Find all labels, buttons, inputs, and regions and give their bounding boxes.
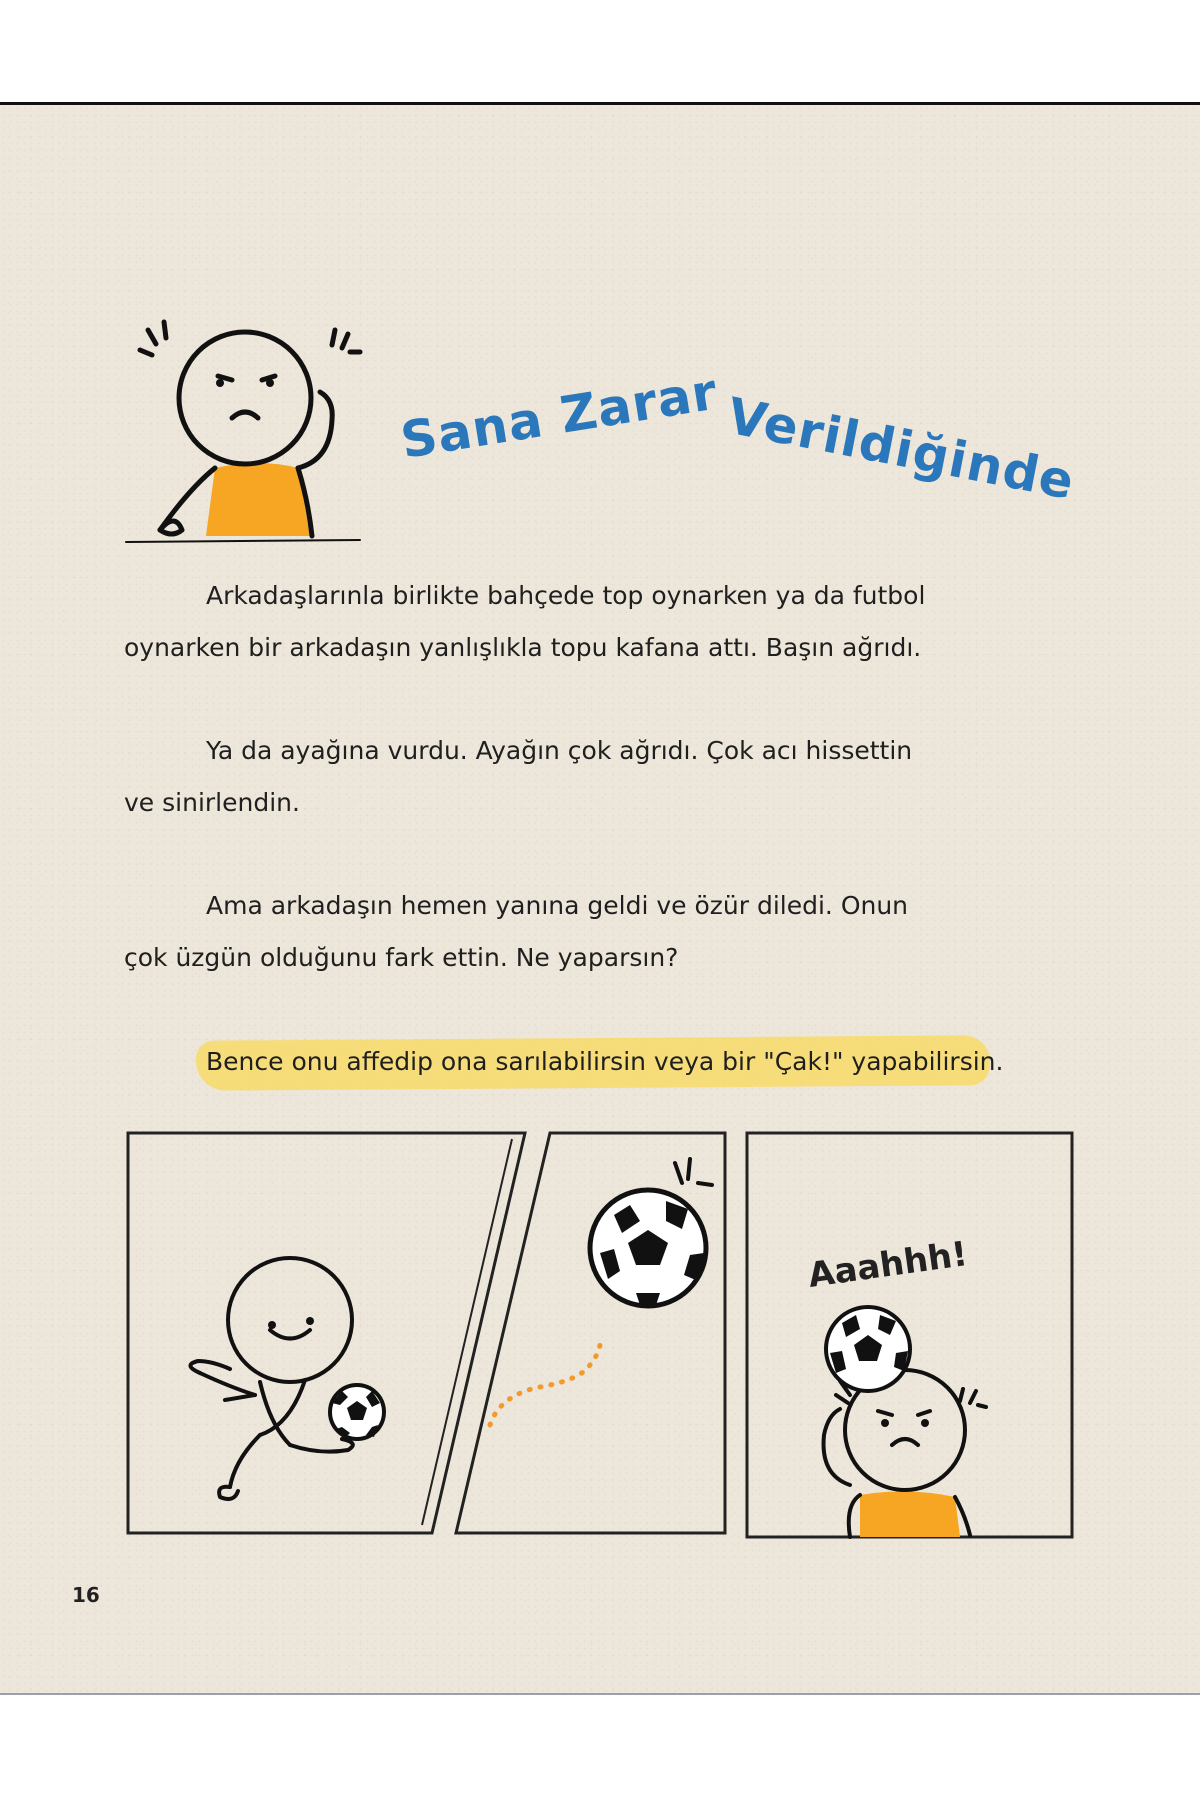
paragraph-line: Ama arkadaşın hemen yanına geldi ve özür diledi. Onun bbox=[206, 891, 909, 920]
highlighted-sentence: Bence onu affedip ona sarılabilirsin veya bir "Çak!" yapabilirsin. bbox=[206, 1047, 1004, 1076]
page-number: 16 bbox=[72, 1583, 100, 1607]
paragraph-line: çok üzgün olduğunu fark ettin. Ne yaparsın? bbox=[124, 943, 679, 972]
angry-character-icon bbox=[120, 300, 380, 560]
page-title bbox=[380, 350, 1080, 550]
paragraph-line: Arkadaşlarınla birlikte bahçede top oynarken ya da futbol bbox=[206, 581, 926, 610]
comic-strip bbox=[120, 1125, 1080, 1545]
paragraph-line: ve sinirlendin. bbox=[124, 788, 300, 817]
title-part-2: Verildiğinde bbox=[722, 386, 1080, 511]
soccer-ball-icon bbox=[826, 1307, 910, 1391]
soccer-ball-icon bbox=[590, 1190, 706, 1306]
comic-exclamation: Aaahhh! bbox=[805, 1233, 971, 1296]
paragraph-2 bbox=[124, 725, 1064, 829]
bottom-border bbox=[0, 1693, 1200, 1695]
paragraph-line: Ya da ayağına vurdu. Ayağın çok ağrıdı. Çok acı hissettin bbox=[206, 736, 913, 765]
paragraph-1 bbox=[124, 570, 1064, 674]
highlighted-paragraph bbox=[124, 1036, 1064, 1088]
paragraph-line: oynarken bir arkadaşın yanlışlıkla topu kafana attı. Başın ağrıdı. bbox=[124, 633, 922, 662]
comic-panel-1 bbox=[128, 1133, 525, 1533]
soccer-ball-icon bbox=[330, 1385, 384, 1439]
kicking-character-icon bbox=[190, 1258, 352, 1499]
paragraph-3 bbox=[124, 880, 1064, 984]
comic-panel-2 bbox=[456, 1133, 725, 1533]
dotted-trajectory bbox=[490, 1345, 600, 1425]
title-part-1: Sana Zarar bbox=[396, 362, 722, 470]
